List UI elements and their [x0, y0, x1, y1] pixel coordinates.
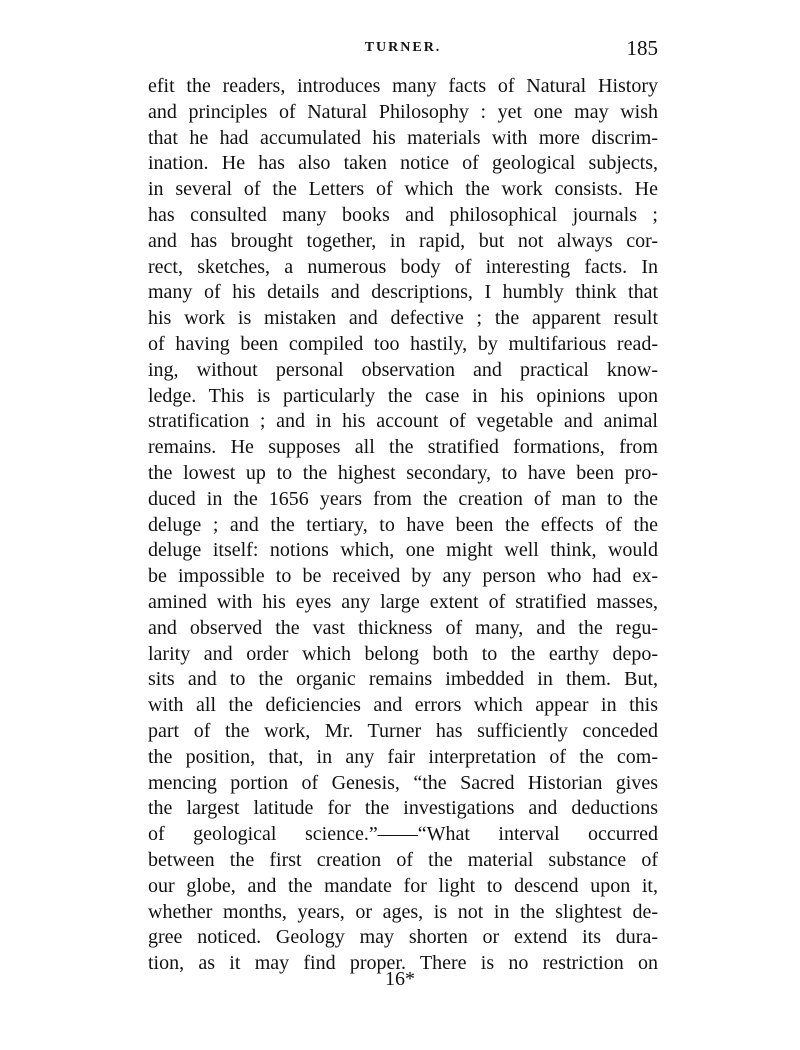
text-line: deluge itself: notions which, one might well think, would [148, 539, 658, 562]
text-line: between the first creation of the material substance of [148, 848, 658, 871]
text-line: ledge. This is particularly the case in his opinions upon [148, 384, 658, 407]
text-line: the position, that, in any fair interpretation of the com- [148, 745, 658, 768]
body-text [148, 74, 658, 977]
text-line: gree noticed. Geology may shorten or extend its dura- [148, 926, 658, 949]
text-line: ing, without personal observation and practical know- [148, 358, 658, 381]
text-line: part of the work, Mr. Turner has sufficiently conceded [148, 719, 658, 742]
text-line: be impossible to be received by any person who had ex- [148, 565, 658, 588]
text-line: whether months, years, or ages, is not in the slightest de- [148, 900, 658, 923]
text-line: amined with his eyes any large extent of stratified masses, [148, 590, 658, 613]
signature-mark: 16* [385, 968, 415, 990]
text-line: duced in the 1656 years from the creation of man to the [148, 487, 658, 510]
text-line: many of his details and descriptions, I humbly think that [148, 281, 658, 304]
text-line: that he had accumulated his materials with more discrim- [148, 126, 658, 149]
text-line: of having been compiled too hastily, by multifarious read- [148, 332, 658, 355]
text-line: and has brought together, in rapid, but not always cor- [148, 229, 658, 252]
text-line: our globe, and the mandate for light to descend upon it, [148, 874, 658, 897]
page-number: 185 [626, 36, 658, 60]
text-line: mencing portion of Genesis, “the Sacred Historian gives [148, 771, 658, 794]
text-line: tion, as it may find proper. There is no restriction on [148, 952, 658, 975]
text-line: larity and order which belong both to the earthy depo- [148, 642, 658, 665]
running-title: TURNER. [364, 40, 442, 55]
text-line: the largest latitude for the investigations and deductions [148, 797, 658, 820]
text-line: and observed the vast thickness of many, and the regu- [148, 616, 658, 639]
text-line: and principles of Natural Philosophy : yet one may wish [148, 100, 658, 123]
text-line: deluge ; and the tertiary, to have been the effects of the [148, 513, 658, 536]
text-line: his work is mistaken and defective ; the apparent result [148, 307, 658, 330]
text-line: has consulted many books and philosophical journals ; [148, 203, 658, 226]
text-line: ination. He has also taken notice of geological subjects, [148, 152, 658, 175]
text-line: with all the deficiencies and errors which appear in this [148, 694, 658, 717]
text-line: remains. He supposes all the stratified formations, from [148, 436, 658, 459]
text-line: in several of the Letters of which the work consists. He [148, 178, 658, 201]
text-line: sits and to the organic remains imbedded in them. But, [148, 668, 658, 691]
text-line: efit the readers, introduces many facts of Natural History [148, 75, 658, 97]
text-line: of geological science.”——“What interval occurred [148, 823, 658, 846]
running-head [148, 36, 658, 62]
text-line: rect, sketches, a numerous body of interesting facts. In [148, 255, 658, 278]
text-line: stratification ; and in his account of vegetable and animal [148, 410, 658, 433]
text-line: the lowest up to the highest secondary, to have been pro- [148, 461, 658, 484]
